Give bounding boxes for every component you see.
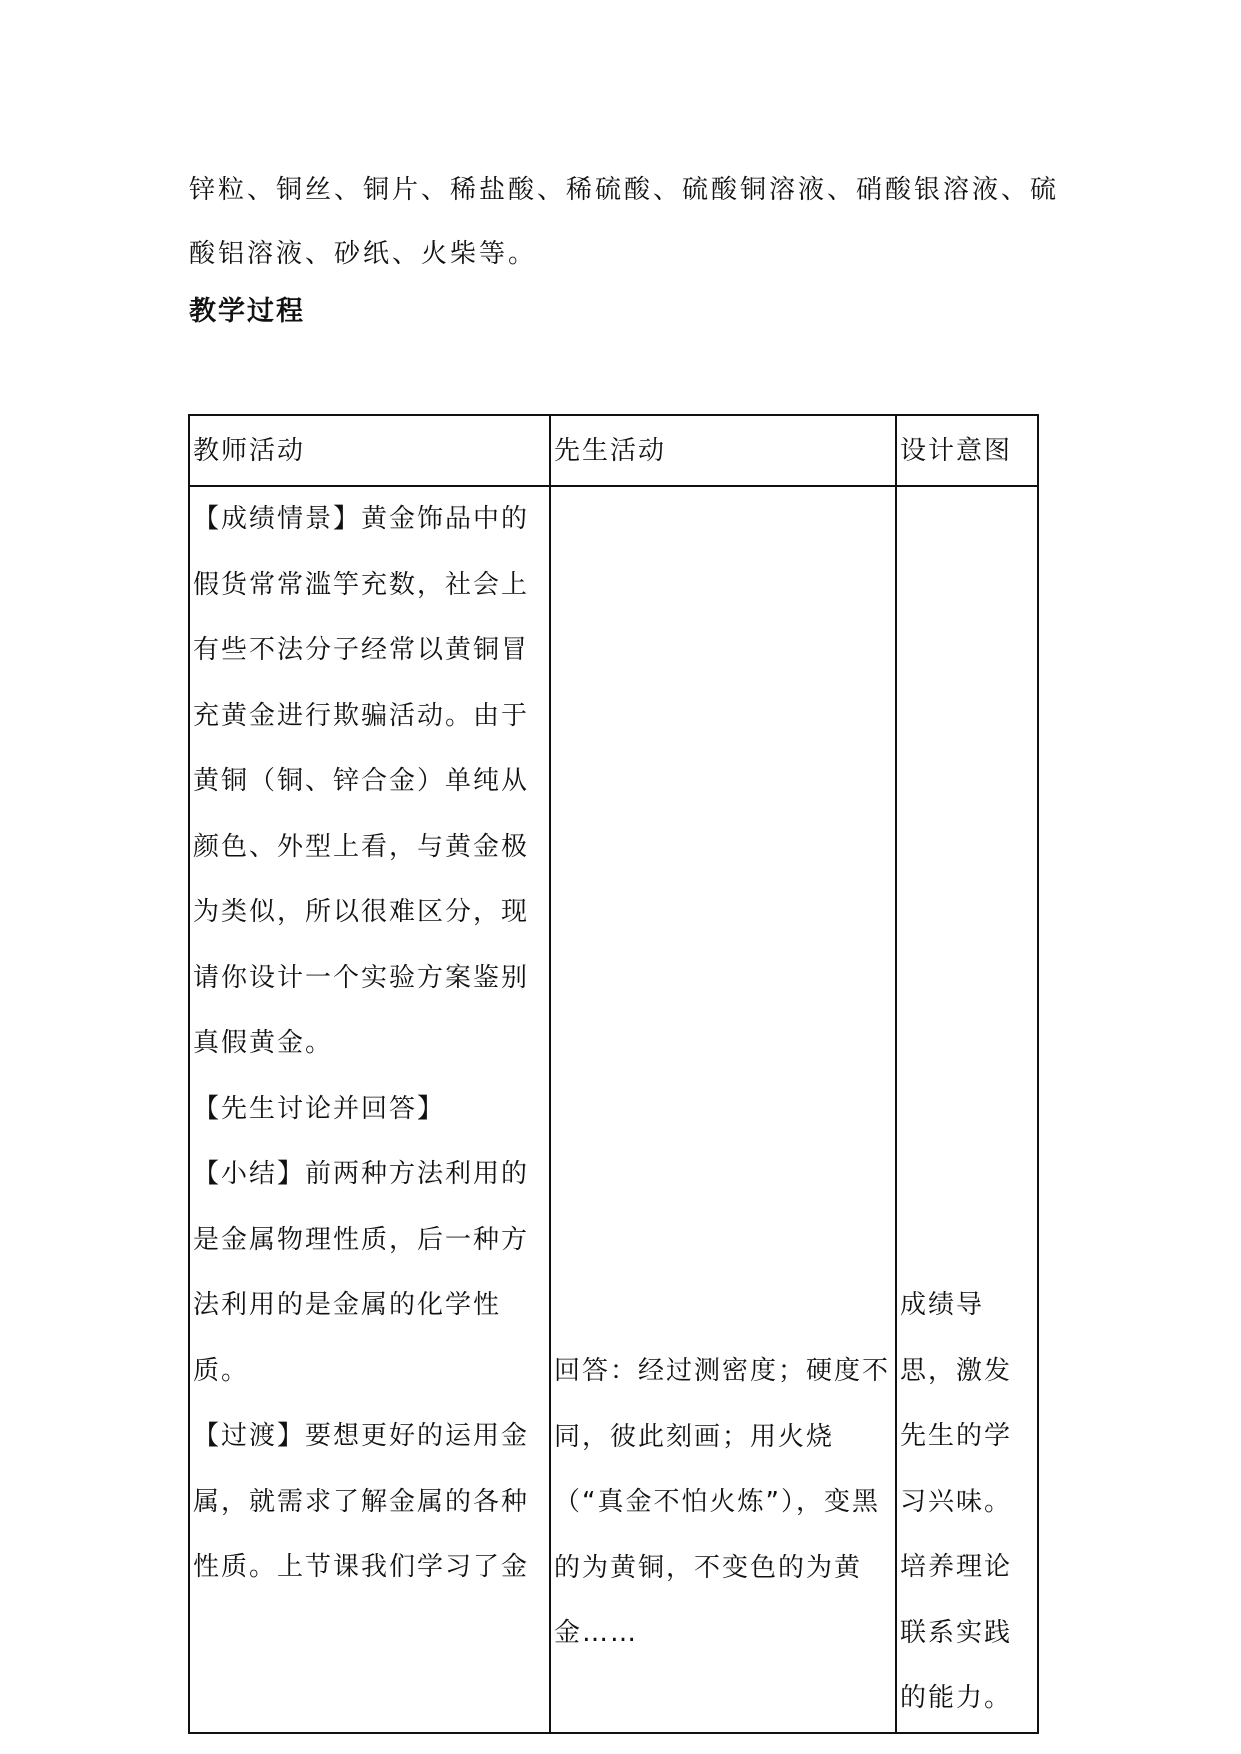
teacher-paragraph-scenario: 【成绩情景】黄金饰品中的假货常常滥竽充数，社会上有些不法分子经常以黄铜冒充黄金进行欺骗活动。由于黄铜（铜、锌合金）单纯从颜色、外型上看，与黄金极为类似，所以很难区分，现请你设计一个实验方案鉴别真假黄金。: [193, 504, 530, 1058]
teacher-paragraph-discussion: 【先生讨论并回答】: [193, 1093, 446, 1124]
header-student-activity: 先生活动: [550, 415, 896, 486]
materials-list: 锌粒、铜丝、铜片、稀盐酸、稀硫酸、硫酸铜溶液、硝酸银溶液、硫酸铝溶液、砂纸、火柴等。: [189, 175, 1060, 269]
lesson-table: [188, 414, 1039, 1734]
table-header-row: [189, 415, 1038, 486]
student-answer-text: 回答：经过测密度；硬度不同，彼此刻画；用火烧（“真金不怕火炼”），变黑的为黄铜，不变色的为黄金……: [554, 1356, 891, 1648]
table-row: [189, 486, 1038, 1733]
header-teacher-activity: 教师活动: [189, 415, 550, 486]
teacher-paragraph-transition: 【过渡】要想更好的运用金属，就需求了解金属的各种性质。上节课我们学习了金: [193, 1421, 530, 1582]
design-intent-text: 成绩导思，激发先生的学习兴味。培养理论联系实践的能力。: [900, 1290, 1013, 1713]
student-activity-cell: [550, 486, 896, 1733]
teacher-paragraph-summary: 【小结】前两种方法利用的是金属物理性质，后一种方法利用的是金属的化学性质。: [193, 1159, 530, 1386]
header-design-intent: 设计意图: [896, 415, 1038, 486]
section-title: 教学过程: [189, 296, 305, 327]
teacher-activity-cell: [189, 486, 550, 1733]
design-intent-cell: [896, 486, 1038, 1733]
